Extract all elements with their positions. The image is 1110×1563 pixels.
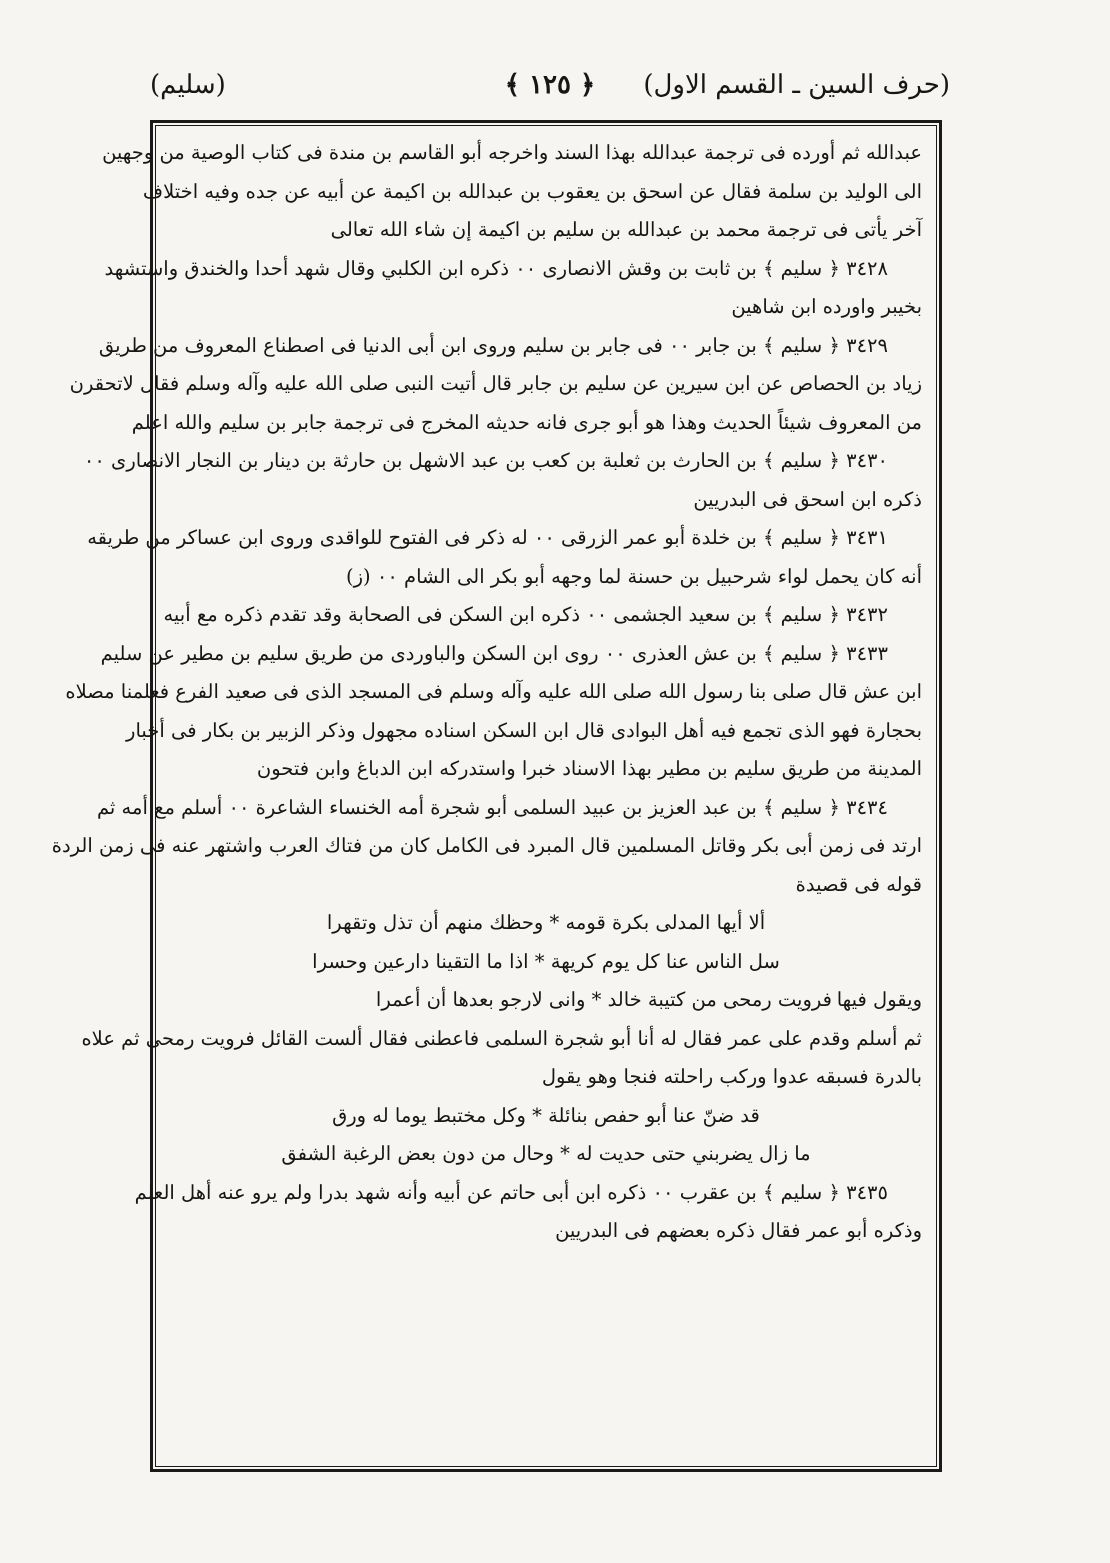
text-line: ابن عش قال صلى بنا رسول الله صلى الله عليه وآله وسلم فى المسجد الذى فى صعيد الفرع فعلمنا مصلاه: [65, 680, 922, 703]
text-line: المدينة من طريق سليم بن مطير بهذا الاسناد خبرا واستدركه ابن الدباغ وابن فتحون: [256, 757, 922, 780]
text-line: ثم أسلم وقدم على عمر فقال له أنا أبو شجرة السلمى فاعطنى فقال ألست القائل فرويت رمحى ثم علاه: [81, 1026, 922, 1050]
page-header: [150, 60, 950, 118]
poem-verse-row: [170, 981, 922, 1020]
header-chapter-title: (حرف السين ـ القسم الاول): [643, 70, 950, 100]
entry-3433: ٣٤٣٣ ﴿ سليم ﴾ بن عش العذرى ٠٠ روى ابن السكن والباوردى من طريق سليم بن مطير عن سليم: [100, 641, 888, 665]
text-line: بحجارة فهو الذى تجمع فيه أهل البوادى قال ابن السكن اسناده مجهول وذكر الزبير بن بكار فى أخبار: [126, 718, 922, 742]
text-line: قوله فى قصيدة: [795, 872, 922, 896]
entry-3430: ٣٤٣٠ ﴿ سليم ﴾ بن الحارث بن ثعلبة بن كعب بن عبد الاشهل بن حارثة بن دينار بن النجار الانصارى ٠٠: [83, 449, 888, 472]
poem-verse: فرويت رمحى من كتيبة خالد * وانى لارجو بعدها أن أعمرا: [375, 988, 832, 1011]
text-line: زياد بن الحصاص عن ابن سيرين عن سليم بن جابر قال أتيت النبى صلى الله عليه وآله وسلم فقال لاتحقرن: [69, 372, 922, 395]
text-body: [51, 134, 922, 1251]
text-line: بخيبر واورده ابن شاهين: [731, 295, 922, 318]
poem-verse: ألا أيها المدلى بكرة قومه * وحظك منهم أن تذل وتقهرا: [326, 911, 766, 934]
entry-3431: ٣٤٣١ ﴿ سليم ﴾ بن خلدة أبو عمر الزرقى ٠٠ له ذكر فى الفتوح للواقدى وروى ابن عساكر من طريقه: [87, 526, 888, 549]
text-line: عبدالله ثم أورده فى ترجمة عبدالله بهذا السند واخرجه أبو القاسم بن مندة فى كتاب الوصية من وجهين: [102, 141, 922, 164]
text-line: أنه كان يحمل لواء شرحبيل بن حسنة لما وجهه أبو بكر الى الشام ٠٠ (ز): [346, 564, 922, 588]
entry-3429: ٣٤٢٩ ﴿ سليم ﴾ بن جابر ٠٠ فى جابر بن سليم وروى ابن أبى الدنيا فى اصطناع المعروف من طريق: [98, 333, 888, 357]
text-line: من المعروف شيئاً الحديث وهذا هو أبو جرى فانه حديثه المخرج فى ترجمة جابر بن سليم والله اعلم: [131, 410, 922, 434]
header-entry-name: (سليم): [150, 70, 226, 100]
text-line: ذكره ابن اسحق فى البدريين: [693, 487, 922, 511]
entry-3434: ٣٤٣٤ ﴿ سليم ﴾ بن عبد العزيز بن عبيد السلمى أبو شجرة أمه الخنساء الشاعرة ٠٠ أسلم مع أمه ثم: [96, 795, 888, 819]
poem-verse: ما زال يضربني حتى حديت له * وحال من دون بعض الرغبة الشفق: [281, 1142, 811, 1165]
entry-3432: ٣٤٣٢ ﴿ سليم ﴾ بن سعيد الجشمى ٠٠ ذكره ابن السكن فى الصحابة وقد تقدم ذكره مع أبيه: [163, 603, 888, 626]
text-line: ارتد فى زمن أبى بكر وقاتل المسلمين قال المبرد فى الكامل كان من فتاك العرب واشتهر عنه فى زمن الردة: [51, 834, 922, 857]
poem-verse: سل الناس عنا كل يوم كريهة * اذا ما التقينا دارعين وحسرا: [312, 949, 780, 973]
entry-3428: ٣٤٢٨ ﴿ سليم ﴾ بن ثابت بن وقش الانصارى ٠٠ ذكره ابن الكلبي وقال شهد أحدا والخندق واستشهد: [104, 256, 888, 280]
entry-3435: ٣٤٣٥ ﴿ سليم ﴾ بن عقرب ٠٠ ذكره ابن أبى حاتم عن أبيه وأنه شهد بدرا ولم يرو عنه أهل العلم: [134, 1180, 888, 1204]
poem-verse: قد ضنّ عنا أبو حفص بنائلة * وكل مختبط يوما له ورق: [332, 1103, 760, 1127]
text-line: الى الوليد بن سلمة فقال عن اسحق بن يعقوب بن عبدالله بن اكيمة عن أبيه عن جده وفيه اختلاف: [142, 179, 922, 203]
page-number: ﴿ ١٢٥ ﴾: [504, 70, 596, 100]
text-line: وذكره أبو عمر فقال ذكره بعضهم فى البدريين: [555, 1219, 922, 1242]
text-line: بالدرة فسبقه عدوا وركب راحلته فنجا وهو يقول: [541, 1065, 922, 1088]
verse-intro: ويقول فيها: [836, 988, 922, 1011]
text-line: آخر يأتى فى ترجمة محمد بن عبدالله بن سليم بن اكيمة إن شاء الله تعالى: [330, 218, 922, 241]
